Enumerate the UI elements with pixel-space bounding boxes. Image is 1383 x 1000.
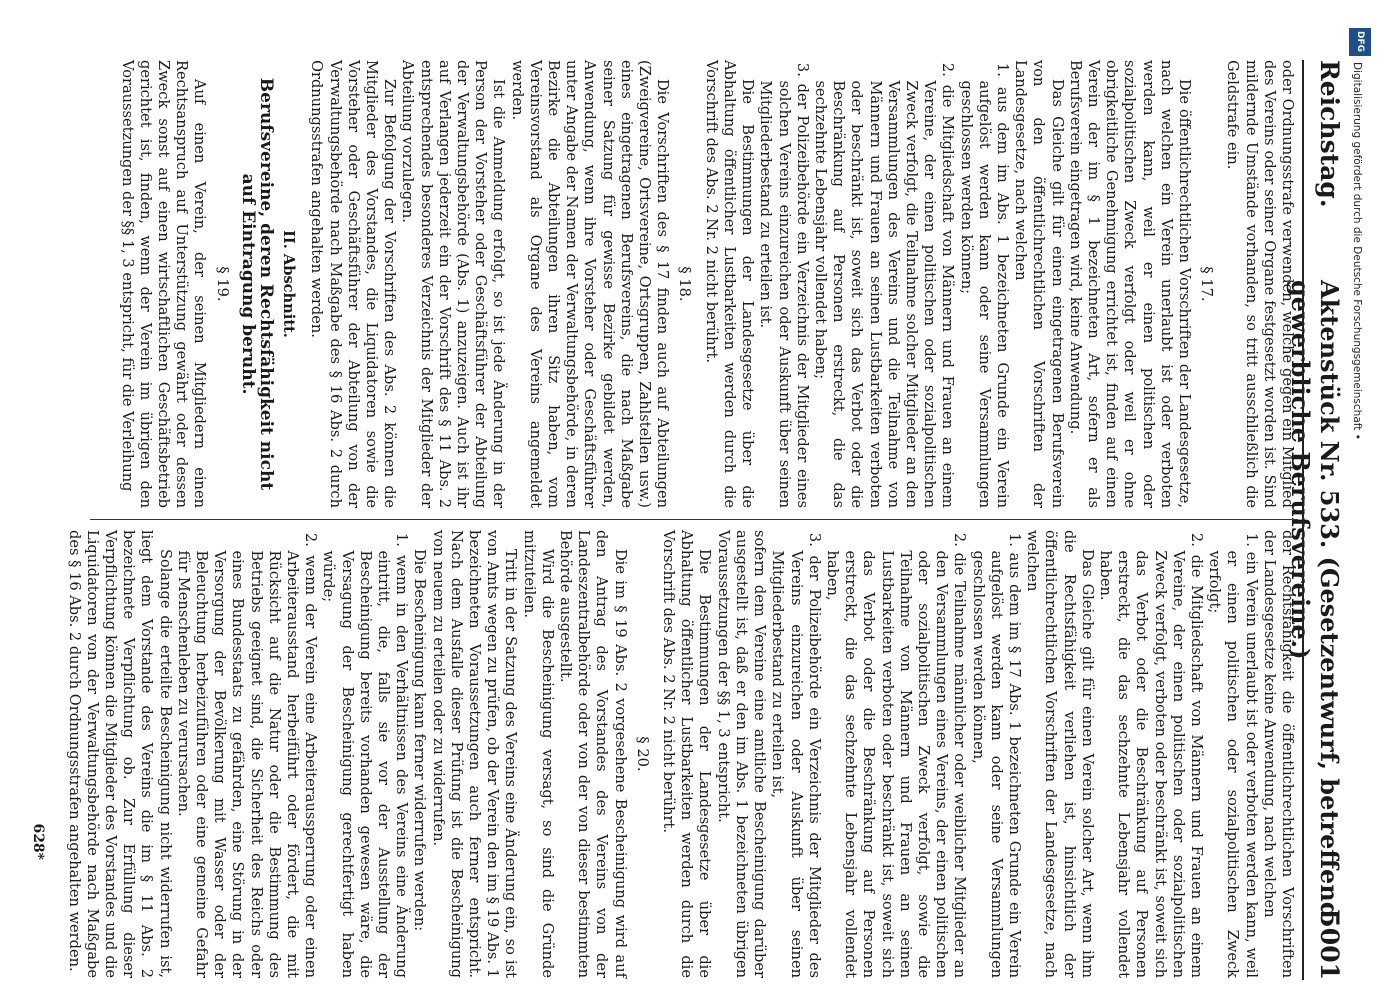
right-column [64,530,1296,978]
list-item: 3. der Polizeibehörde ein Verzeichnis der Mitglieder eines solchen Vereins einzureichen oder Auskunft über seinen Mitgliederbestand zu erteilen ist. [757,62,811,508]
paragraph: Die Bestimmungen der Landesgesetze über die Abhaltung öffentlicher Lustbarkeiten werden durch die Vorschrift des Abs. 2 Nr. 2 nicht berührt. [660,530,714,978]
paragraph: Das Gleiche gilt für einen Verein solcher Art, wenn ihm die Rechtsfähigkeit verliehen ist, hinsichtlich der öffentlichrechtlichen Vorschriften der Landesgesetze, nach welchen [1024,530,1096,978]
list-item: 1. aus dem im Abs. 1 bezeichneten Grunde ein Verein aufgelöst werden kann oder seine Versammlungen geschlossen werden können; [957,62,1011,508]
page-header [1286,60,1350,980]
section-heading: § 20. [633,736,651,772]
page-number: 5001 [1315,910,1344,980]
list-item: 2. wenn der Verein eine Arbeiteraussperrung oder einen Arbeiterausstand herbeiführt oder fördert, die mit Rücksicht auf die Natur oder die Bestimmung des Betriebs geeignet sind, die Sicherheit des Reichs oder eines Bundesstaats zu gefährden, eine Störung in der Versorgung der Bevölkerung mit Wasser oder der Beleuchtung herbeizuführen oder eine gemeine Gefahr für Menschenleben zu verursachen. [174,532,320,978]
chapter-heading: II. Abschnitt. [280,230,298,338]
section-heading: § 19. [213,266,231,302]
header-title: Aktenstück Nr. 533. (Gesetzentwurf, betreffend gewerbliche Berufsvereine.) [1286,280,1344,919]
list-item: 2. die Mitgliedschaft von Männern und Frauen an einem Vereine, der einen politischen oder sozialpolitischen Zweck verfolgt, verboten oder beschränkt ist, soweit sich das Verbot oder die Beschränkung auf Personen erstreckt, die das sechzehnte Lebensjahr vollendet haben. [1096,532,1205,978]
list-item: 2. die Teilnahme männlicher oder weiblicher Mitglieder an den Versammlungen eines Vereins, der einen politischen oder sozialpolitischen Zweck verfolgt, sowie die Teilnahme von Männern und Frauen an seinen Lustbarkeiten verboten oder beschränkt ist, soweit sich das Verbot oder die Beschränkung auf Personen erstreckt, die das sechzehnte Lebensjahr vollendet haben, [823,532,969,978]
paragraph: Die Vorschriften des § 17 finden auch auf Abteilungen (Zweigvereine, Ortsvereine, Ortsgruppen, Zahlstellen usw.) eines eingetragenen Berufsvereins, die nach Maßgabe seiner Satzung für gewisse Bezirke gebildet werden, Anwendung, wenn ihre Vorsteher oder Geschäftsführer unter Angabe der Namen der Verwaltungsbehörde, in deren Bezirke die Abteilungen ihren Sitz haben, vom Vereinsvorstand als Organe des Vereins angemeldet werden. [508,60,672,508]
paragraph: Solange die erteilte Bescheinigung nicht widerrufen ist, liegt dem Vorstande des Vereins die im § 11 Abs. 2 bezeichnete Verpflichtung ob. Zur Erfüllung dieser Verpflichtung können die Mitglieder des Vorstandes und die Liquidatoren von der Verwaltungsbehörde nach Maßgabe des § 16 Abs. 2 durch Ordnungsstrafen angehalten werden. [65,530,174,978]
rotated-page [30,60,1350,980]
column-divider [90,519,1298,520]
header-left: Reichstag. [1315,60,1344,208]
paragraph: oder Ordnungsstrafe verwenden, welche gegen ein Mitglied des Vereins oder seiner Organe festgesetzt worden ist. Sind mildernde Umstände vorhanden, so tritt ausschließlich die Geldstrafe ein. [1224,60,1296,508]
paragraph: Die Bescheinigung kann ferner widerrufen werden: [411,548,429,932]
paragraph: Das Gleiche gilt für einen eingetragenen Berufsverein von den öffentlichrechtlichen Vorschriften der Landesgesetze, nach welchen [1012,60,1066,508]
paragraph: Tritt in der Satzung des Vereins eine Änderung ein, so ist von Amts wegen zu prüfen, ob der Verein den im § 19 Abs. 1 bezeichneten Voraussetzungen auch ferner entspricht. Nach dem Ausfalle dieser Prüfung ist die Bescheinigung von neuem zu erteilen oder zu widerrufen. [429,530,520,978]
paragraph: Auf einen Verein, der seinen Mitgliedern einen Rechtsanspruch auf Unterstützung gewährt oder dessen Zweck sonst auf einen wirtschaftlichen Geschäftsbetrieb gerichtet ist, finden, wenn der Verein im übrigen den Voraussetzungen der §§ 1, 3 entspricht, für die Verleihung [118,60,209,508]
paragraph: Wird die Bescheinigung versagt, so sind die Gründe mitzuteilen. [520,530,556,978]
header-rule [1302,60,1304,980]
left-column [117,60,1296,508]
paragraph: Die Bestimmungen der Landesgesetze über die Abhaltung öffentlicher Lustbarkeiten werden durch die Vorschrift des Abs. 2 Nr. 2 nicht berührt. [702,60,757,508]
paragraph: der Rechtsfähigkeit die öffentlichrechtlichen Vorschriften der Landesgesetze keine Anwendung, nach welchen [1260,530,1296,978]
dfg-logo-icon: DFG [1349,28,1371,56]
digitization-credit: Digitalisierung gefördert durch die Deutsche Forschungsgemeinschaft • [1351,62,1363,440]
section-heading: § 18. [676,266,694,302]
list-item: 2. die Mitgliedschaft von Männern und Frauen an einem Vereine, der einen politischen oder sozialpolitischen Zweck verfolgt, die Teilnahme solcher Mitglieder an den Versammlungen des Vereins und die Teilnahme von Männern und Frauen an seinen Lustbarkeiten verboten oder beschränkt ist, soweit sich das Verbot oder die Beschränkung auf Personen erstreckt, die das sechzehnte Lebensjahr vollendet haben; [811,62,957,508]
list-item: 1. ein Verein unerlaubt ist oder verboten werden kann, weil er einen politischen oder sozialpolitischen Zweck verfolgt; [1206,532,1260,978]
paragraph: Die öffentlichrechtlichen Vorschriften der Landesgesetze, nach welchen ein Verein unerlaubt ist oder verboten werden kann, weil er einen politischen oder sozialpolitischen Zweck verfolgt oder weil er ohne obrigkeitliche Genehmigung errichtet ist, finden auf einen Verein der im § 1 bezeichneten Art, sofern er als Berufsverein eingetragen wird, keine Anwendung. [1066,60,1193,508]
chapter-title: Berufsvereine, deren Rechtsfähigkeit nicht auf Eintragung beruht. [237,77,277,491]
paragraph: Ist die Anmeldung erfolgt, so ist jede Änderung in der Person der Vorsteher oder Geschäftsführer der Abteilung der Verwaltungsbehörde (Abs. 1) anzuzeigen. Auch ist ihr auf Verlangen jederzeit ein der Vorschrift des § 11 Abs. 2 entsprechendes besonderes Verzeichnis der Mitglieder der Abteilung vorzulegen. [399,60,508,508]
paragraph: Die im § 19 Abs. 2 vorgesehene Bescheinigung wird auf den Antrag des Vorstandes des Vereins von der Landeszentralbehörde oder von der von dieser bestimmten Behörde ausgestellt. [557,530,629,978]
list-item: 1. wenn in den Verhältnissen des Vereins eine Änderung eintritt, die, falls sie vor der Ausstellung der Bescheinigung bereits vorhanden gewesen wäre, die Versagung der Bescheinigung gerechtfertigt haben würde; [320,532,411,978]
section-heading: § 17. [1198,266,1216,302]
list-item: 3. der Polizeibehörde ein Verzeichnis der Mitglieder des Vereins einzureichen oder Auskunft über seinen Mitgliederbestand zu erteilen ist, [769,532,823,978]
paragraph: sofern dem Vereine eine amtliche Bescheinigung darüber ausgestellt ist, daß er den im Abs. 1 bezeichneten übrigen Voraussetzungen der §§ 1, 3 entspricht. [714,530,769,978]
side-credit-bar [1345,20,1375,980]
signature-mark: 628* [30,823,46,860]
list-item: 1. aus dem im § 17 Abs. 1 bezeichneten Grunde ein Verein aufgelöst werden kann oder seine Versammlungen geschlossen werden können, [969,532,1023,978]
paragraph: Zur Befolgung der Vorschriften des Abs. 2 können die Mitglieder des Vorstandes, die Liquidatoren sowie die Vorsteher oder Geschäftsführer der Abteilung von der Verwaltungsbehörde nach Maßgabe des § 16 Abs. 2 durch Ordnungsstrafen angehalten werden. [308,60,399,508]
